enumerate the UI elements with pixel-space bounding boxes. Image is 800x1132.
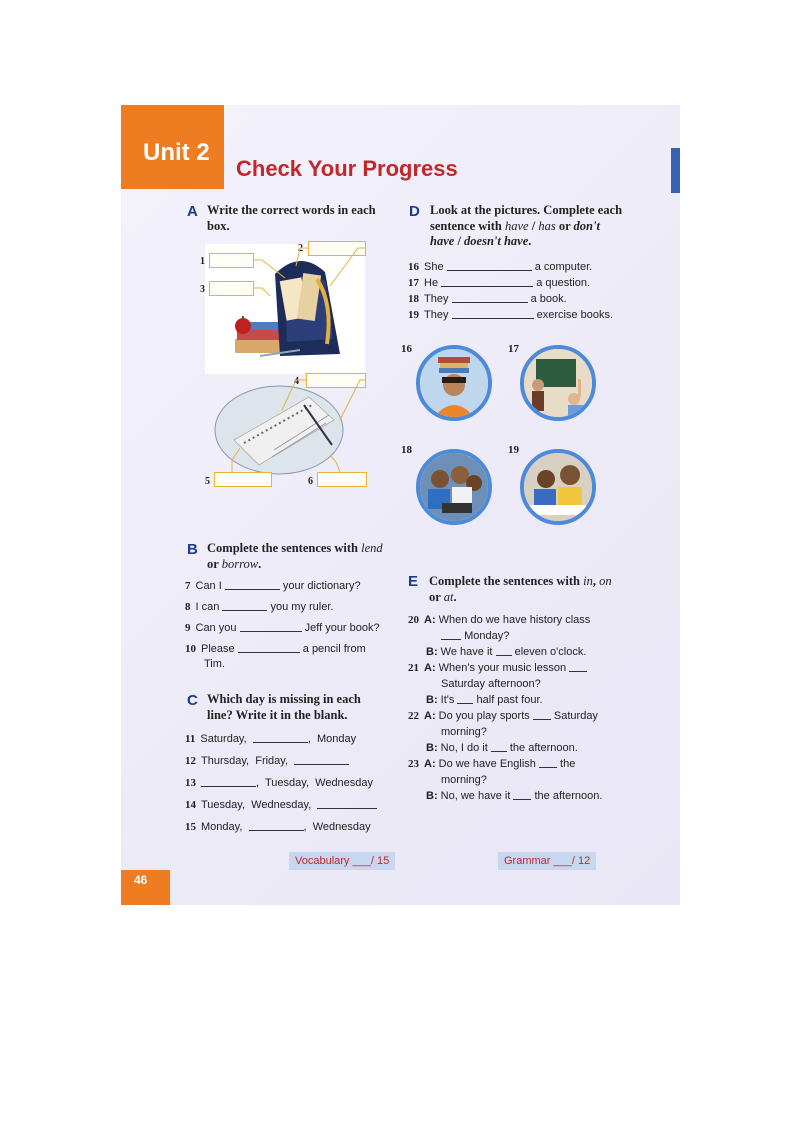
picture-16-girl-with-books bbox=[416, 345, 492, 421]
question-21-b: B: It's half past four. bbox=[426, 694, 543, 706]
answer-blank[interactable] bbox=[452, 309, 534, 319]
section-c-letter: C bbox=[187, 692, 198, 709]
section-c-instruction: Which day is missing in each line? Write it in the blank. bbox=[207, 692, 361, 722]
answer-blank[interactable] bbox=[513, 790, 531, 800]
question-11: 11 Saturday, , Monday bbox=[185, 733, 357, 745]
answer-blank[interactable] bbox=[253, 733, 308, 743]
question-7: 7 Can I your dictionary? bbox=[185, 580, 361, 592]
answer-blank[interactable] bbox=[452, 293, 528, 303]
answer-blank[interactable] bbox=[539, 758, 557, 768]
box-number: 1 bbox=[200, 256, 205, 267]
vocabulary-score: Vocabulary ___/ 15 bbox=[289, 852, 395, 870]
question-22-b: B: No, I do it the afternoon. bbox=[426, 742, 578, 754]
question-20-b: B: We have it eleven o'clock. bbox=[426, 646, 587, 658]
answer-blank[interactable] bbox=[496, 646, 512, 656]
section-a-letter: A bbox=[187, 203, 198, 220]
picture-18-boys-with-laptop bbox=[416, 449, 492, 525]
question-18: 18 They a book. bbox=[408, 293, 567, 305]
question-20-a: 20 A: When do we have history class bbox=[408, 614, 591, 626]
grammar-score: Grammar ___/ 12 bbox=[498, 852, 596, 870]
question-10: 10 Please a pencil from bbox=[185, 643, 366, 655]
answer-blank[interactable] bbox=[569, 662, 587, 672]
question-10-continued: Tim. bbox=[204, 658, 225, 670]
question-9: 9 Can you Jeff your book? bbox=[185, 622, 380, 634]
section-e-instruction: Complete the sentences with in, on or at. bbox=[429, 574, 612, 604]
answer-blank[interactable] bbox=[533, 710, 551, 720]
section-d-instruction: Look at the pictures. Complete each sentence with have / has or don't have / doesn't have. bbox=[430, 203, 623, 248]
page-number: 46 bbox=[134, 873, 148, 887]
box-number: 6 bbox=[308, 476, 313, 487]
unit-label: Unit 2 bbox=[143, 139, 210, 166]
answer-blank[interactable] bbox=[491, 742, 507, 752]
answer-blank[interactable] bbox=[249, 821, 304, 831]
question-20-a-cont: Monday? bbox=[441, 630, 509, 642]
box-number: 2 bbox=[298, 243, 303, 254]
answer-blank[interactable] bbox=[317, 799, 377, 809]
box-number: 5 bbox=[205, 476, 210, 487]
question-21-a-cont: Saturday afternoon? bbox=[441, 678, 541, 690]
question-23-a-cont: morning? bbox=[441, 774, 487, 786]
picture-17-classroom bbox=[520, 345, 596, 421]
box-number: 4 bbox=[294, 376, 299, 387]
answer-blank[interactable] bbox=[294, 755, 349, 765]
picture-number: 18 bbox=[401, 444, 412, 456]
section-b-instruction: Complete the sentences with lend or borrow. bbox=[207, 541, 383, 571]
page-number-tab bbox=[121, 870, 170, 905]
answer-blank[interactable] bbox=[447, 261, 532, 271]
section-b-letter: B bbox=[187, 541, 198, 558]
question-17: 17 He a question. bbox=[408, 277, 591, 289]
page-title: Check Your Progress bbox=[236, 156, 458, 181]
box-number: 3 bbox=[200, 284, 205, 295]
answer-blank[interactable] bbox=[457, 694, 473, 704]
section-e-letter: E bbox=[408, 573, 419, 590]
picture-19-students-writing bbox=[520, 449, 596, 525]
answer-blank[interactable] bbox=[238, 643, 300, 653]
question-15: 15 Monday, , Wednesday bbox=[185, 821, 371, 833]
picture-number: 16 bbox=[401, 343, 412, 355]
answer-blank[interactable] bbox=[225, 580, 280, 590]
answer-blank[interactable] bbox=[441, 630, 461, 640]
question-23-a: 23 A: Do we have English the bbox=[408, 758, 576, 770]
question-14: 14 Tuesday, Wednesday, bbox=[185, 799, 377, 811]
answer-blank[interactable] bbox=[441, 277, 533, 287]
section-d-letter: D bbox=[409, 203, 420, 220]
question-22-a: 22 A: Do you play sports Saturday bbox=[408, 710, 598, 722]
section-a-instruction: Write the correct words in each box. bbox=[207, 203, 376, 233]
answer-blank[interactable] bbox=[201, 777, 256, 787]
answer-blank[interactable] bbox=[222, 601, 267, 611]
answer-blank[interactable] bbox=[240, 622, 302, 632]
question-8: 8 I can you my ruler. bbox=[185, 601, 334, 613]
picture-number: 17 bbox=[508, 343, 519, 355]
question-12: 12 Thursday, Friday, bbox=[185, 755, 349, 767]
picture-number: 19 bbox=[508, 444, 519, 456]
question-13: 13 , Tuesday, Wednesday bbox=[185, 777, 374, 789]
question-21-a: 21 A: When's your music lesson bbox=[408, 662, 587, 674]
question-19: 19 They exercise books. bbox=[408, 309, 614, 321]
question-16: 16 She a computer. bbox=[408, 261, 593, 273]
question-23-b: B: No, we have it the afternoon. bbox=[426, 790, 603, 802]
question-22-a-cont: morning? bbox=[441, 726, 487, 738]
